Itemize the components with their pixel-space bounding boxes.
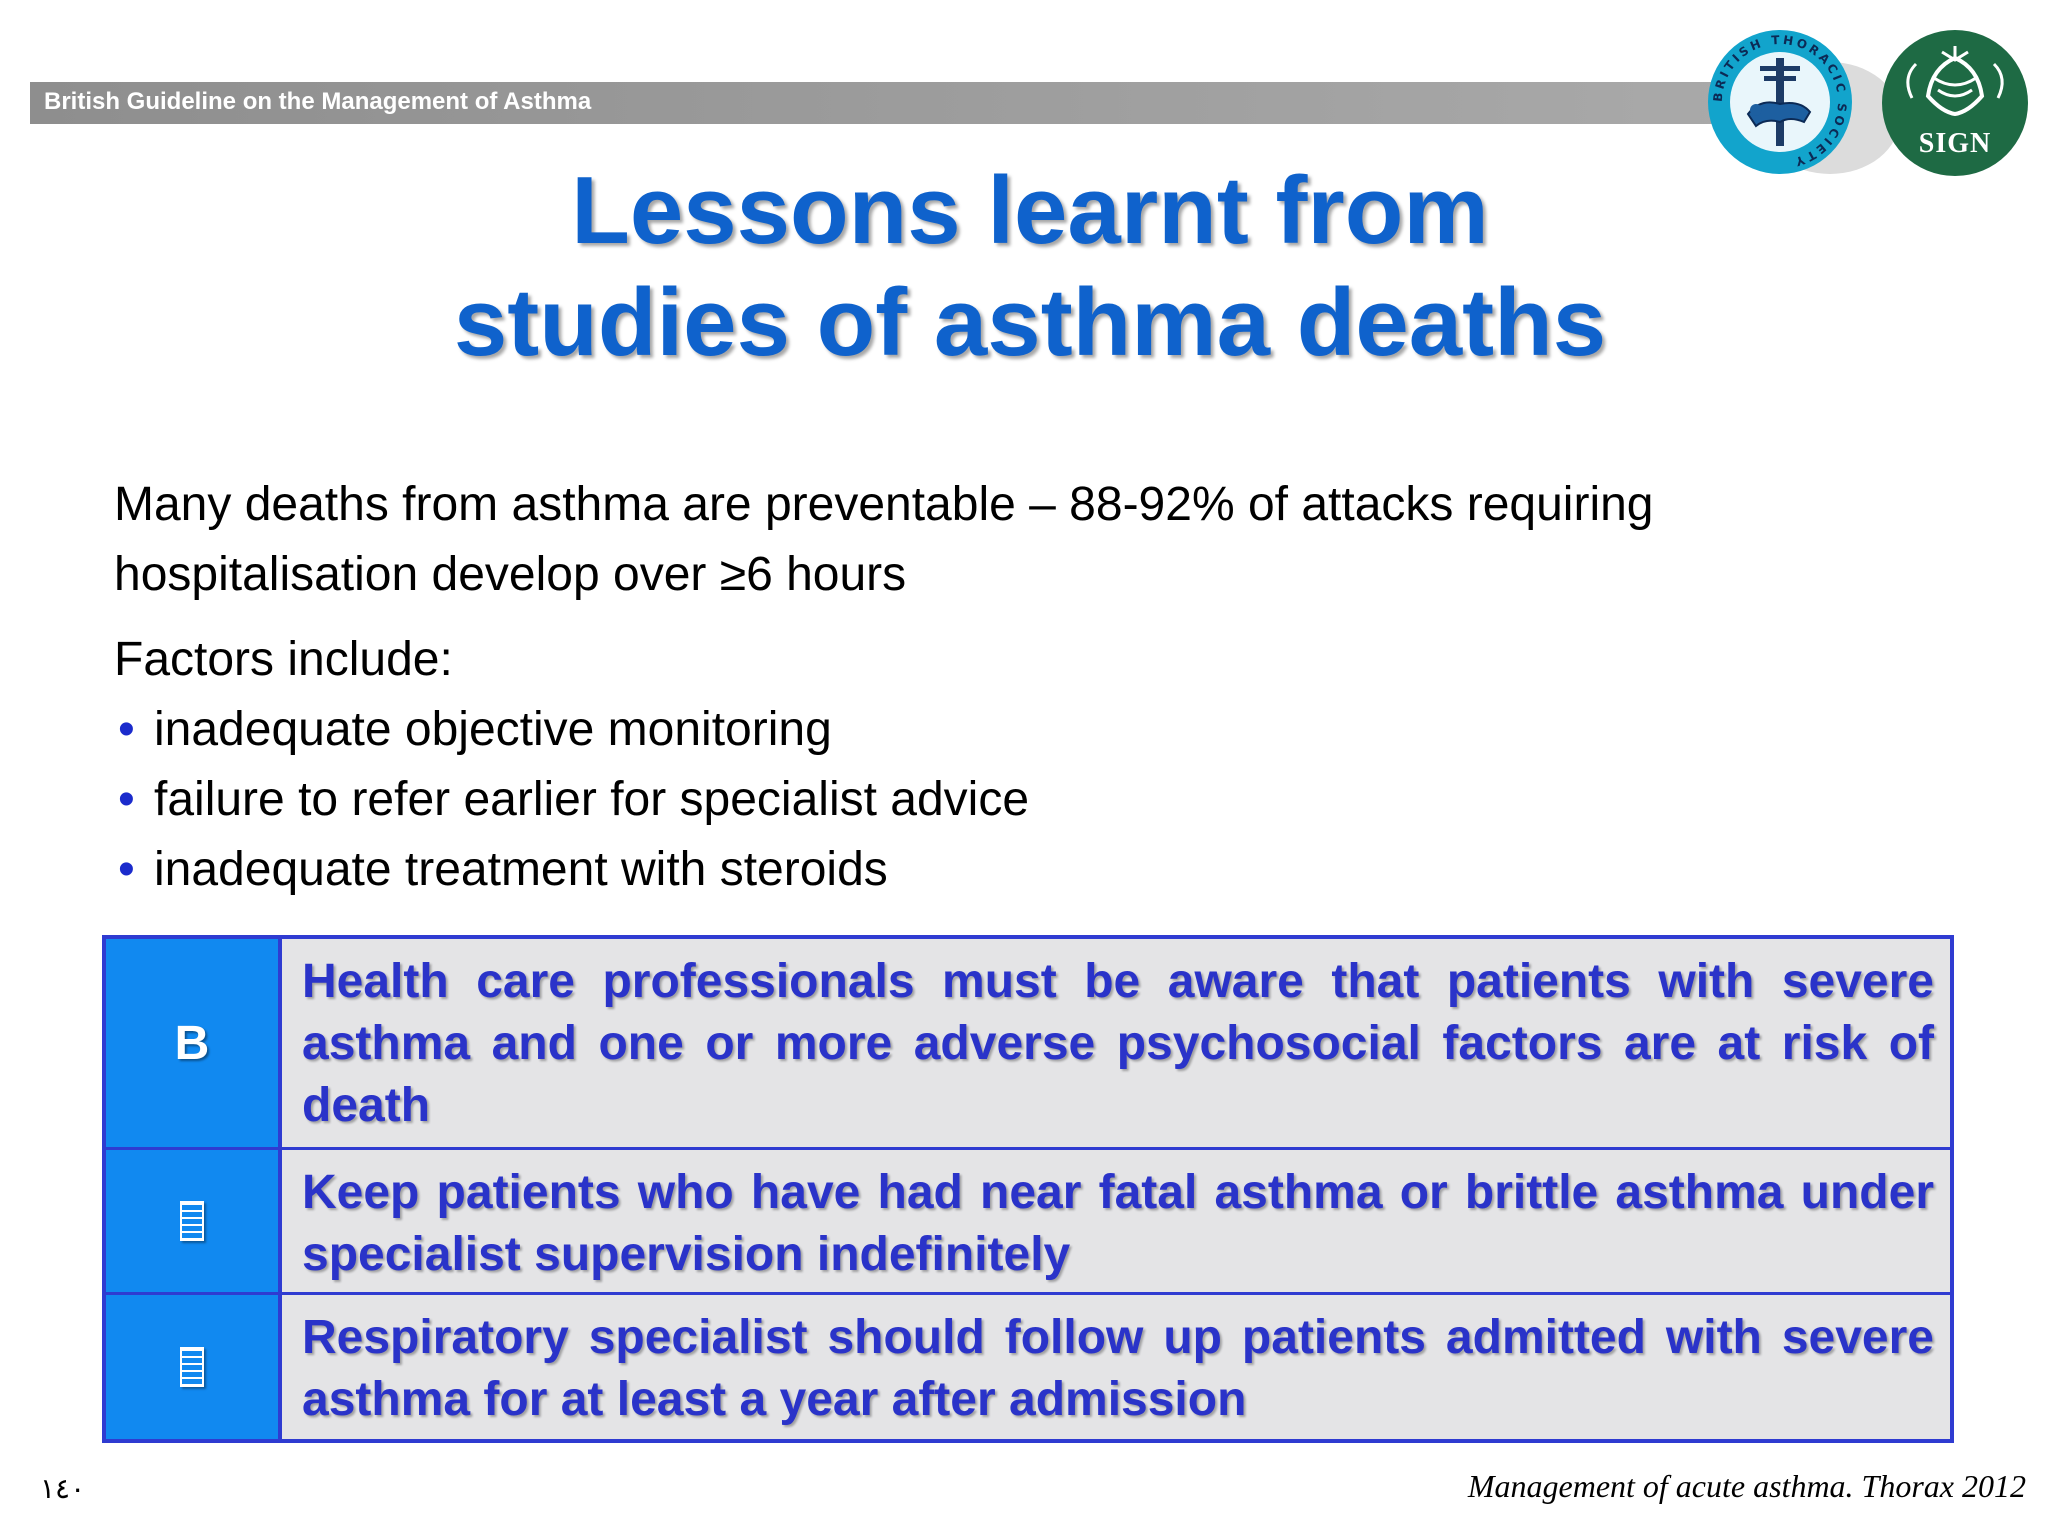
bullet-icon: • xyxy=(118,703,135,756)
recommendation-row xyxy=(106,1147,1950,1292)
citation: Management of acute asthma. Thorax 2012 xyxy=(1467,1468,2026,1504)
bullet-icon: • xyxy=(118,843,135,896)
factors-section xyxy=(114,625,1934,905)
header-banner xyxy=(30,82,1730,124)
bullet-icon: • xyxy=(118,773,135,826)
factor-item-text: failure to refer earlier for specialist advice xyxy=(154,773,1030,826)
factor-item-text: inadequate treatment with steroids xyxy=(154,843,888,896)
sign-label: SIGN xyxy=(1918,128,1992,159)
intro-line-1: Many deaths from asthma are preventable – 88-92% of attacks requiring xyxy=(114,478,1654,531)
bts-logo xyxy=(1708,30,1852,174)
sign-logo xyxy=(1882,30,2028,176)
grade-cell xyxy=(106,939,282,1147)
svg-text:BRITISH THORACIC SOCIETY xyxy=(1711,33,1849,170)
bts-ring-text xyxy=(1708,30,1852,174)
good-practice-point-icon xyxy=(180,1201,204,1241)
title-line-2: studies of asthma deaths xyxy=(453,269,1607,376)
factors-heading: Factors include: xyxy=(114,633,453,686)
grade-label: B xyxy=(174,1016,210,1070)
factor-item xyxy=(114,835,1934,905)
page-title xyxy=(230,155,1830,379)
bts-ring-label: BRITISH THORACIC SOCIETY xyxy=(1710,32,1850,170)
header-banner-text: British Guideline on the Management of Asthma xyxy=(44,88,592,115)
title-line-1: Lessons learnt from xyxy=(571,157,1489,264)
recommendation-row xyxy=(106,939,1950,1147)
recommendation-row xyxy=(106,1292,1950,1439)
good-practice-point-icon xyxy=(180,1347,204,1387)
grade-cell xyxy=(106,1295,282,1439)
page-number: ١٤٠ xyxy=(40,1473,86,1504)
grade-cell xyxy=(106,1150,282,1292)
intro-paragraph xyxy=(114,470,1934,610)
factor-item-text: inadequate objective monitoring xyxy=(154,703,832,756)
recommendation-text: Health care professionals must be aware that patients with severe asthma and one or more adverse psychosocial factors are at risk of death xyxy=(302,955,1934,1132)
intro-line-2: hospitalisation develop over ≥6 hours xyxy=(114,548,907,601)
recommendation-text: Respiratory specialist should follow up patients admitted with severe asthma for at least a year after admission xyxy=(302,1311,1934,1426)
factor-item xyxy=(114,765,1934,835)
recommendation-text: Keep patients who have had near fatal asthma or brittle asthma under specialist supervision indefinitely xyxy=(302,1166,1934,1281)
thistle-icon xyxy=(1882,38,2028,138)
factor-item xyxy=(114,695,1934,765)
recommendations-table xyxy=(102,935,1954,1443)
